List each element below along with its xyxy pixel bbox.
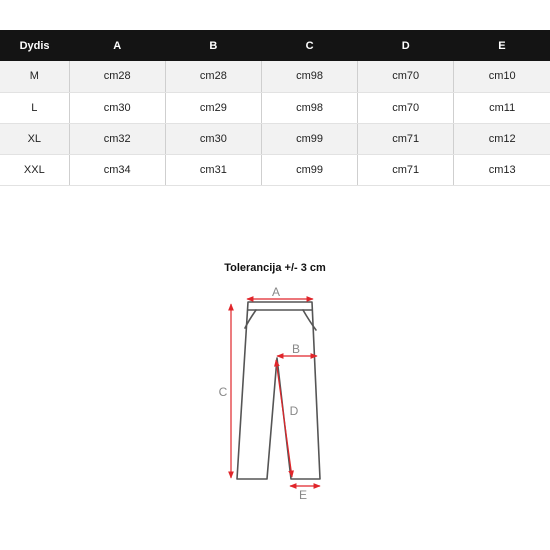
size-cell: L: [0, 92, 69, 123]
table-cell: cm99: [261, 154, 357, 185]
table-cell: cm98: [261, 61, 357, 92]
table-cell: cm32: [69, 123, 165, 154]
label-b: B: [291, 342, 301, 356]
table-row: [0, 61, 550, 92]
header-cell-c: C: [305, 39, 314, 52]
label-d: D: [289, 404, 299, 418]
measure-d-line: [276, 360, 292, 477]
table-cell: cm28: [69, 61, 165, 92]
table-cell: cm71: [358, 154, 454, 185]
header-cell-b: B: [209, 39, 218, 52]
table-cell: cm70: [358, 61, 454, 92]
label-c: C: [218, 385, 228, 399]
table-cell: cm71: [358, 123, 454, 154]
pants-measurement-diagram: [210, 276, 340, 506]
pants-outline: [237, 302, 320, 479]
table-row: [0, 92, 550, 123]
tolerance-note: Tolerancija +/- 3 cm: [224, 262, 326, 274]
table-cell: cm98: [261, 92, 357, 123]
measure-e: [290, 486, 320, 502]
header-cell-size: Dydis: [19, 39, 50, 52]
measure-a: [247, 285, 313, 299]
size-table: [0, 30, 550, 186]
table-cell: cm29: [165, 92, 261, 123]
right-pocket: [303, 310, 316, 330]
label-a: A: [271, 285, 281, 299]
size-table-body: [0, 61, 550, 185]
table-cell: cm13: [454, 154, 550, 185]
table-cell: cm70: [358, 92, 454, 123]
measure-c: [219, 304, 231, 478]
table-row: [0, 154, 550, 185]
size-cell: XXL: [0, 154, 69, 185]
header-cell-a: A: [113, 39, 122, 52]
size-cell: M: [0, 61, 69, 92]
label-e: E: [298, 488, 308, 502]
table-cell: cm99: [261, 123, 357, 154]
table-cell: cm30: [69, 92, 165, 123]
table-cell: cm34: [69, 154, 165, 185]
table-cell: cm30: [165, 123, 261, 154]
header-cell-d: D: [401, 39, 410, 52]
table-row: [0, 123, 550, 154]
table-cell: cm11: [454, 92, 550, 123]
table-cell: cm12: [454, 123, 550, 154]
pants-body: [237, 302, 320, 479]
header-cell-e: E: [498, 39, 506, 52]
size-table-header: [0, 30, 550, 61]
table-cell: cm31: [165, 154, 261, 185]
measure-b: [277, 342, 317, 356]
table-cell: cm28: [165, 61, 261, 92]
table-cell: cm10: [454, 61, 550, 92]
size-cell: XL: [0, 123, 69, 154]
